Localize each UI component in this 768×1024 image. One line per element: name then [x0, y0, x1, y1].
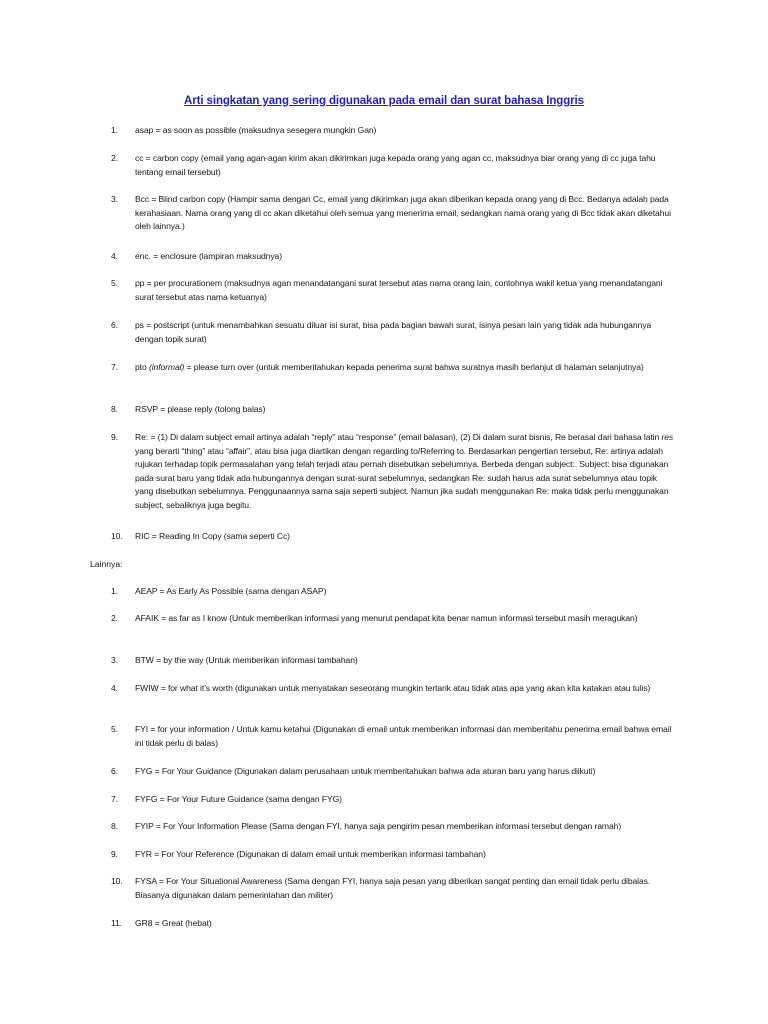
list-number: 4.: [111, 683, 118, 693]
list-item: [0, 250, 675, 264]
list-item: [0, 917, 675, 931]
list-item: [0, 612, 675, 626]
list-item-text: AFAIK = as far as I know (Untuk memberikan informasi yang menurut pendapat kita benar namun informasi tersebut masih meragukan): [135, 613, 638, 623]
list-number: 10.: [111, 531, 123, 541]
list-number: 3.: [111, 655, 118, 665]
list-number: 7.: [111, 362, 118, 372]
list-item: [0, 319, 675, 346]
list-item-text: pp = per procurationem (maksudnya agan menandatangani surat tersebut atas nama orang lain, contohnya wakil ketua yang menandatangani surat tersebut atas nama ketuanya): [135, 278, 663, 302]
list-number: 10.: [111, 876, 123, 886]
document-title[interactable]: Arti singkatan yang sering digunakan pada email dan surat bahasa Inggris: [184, 95, 584, 107]
list-item-text: [135, 431, 675, 513]
list-item-rest: = please turn over (untuk memberitahukan kepada penerima surat bahwa suratnya masih berlanjut di halaman selanjutnya): [184, 362, 644, 372]
list-item-text: [135, 361, 675, 375]
list-number: 9.: [111, 432, 118, 442]
list-item-emphasis: (informal): [148, 362, 185, 372]
list-item: [0, 277, 675, 304]
list-item-text: RIC = Reading In Copy (sama seperti Cc): [135, 531, 290, 541]
list-item: [0, 765, 675, 779]
list-number: 3.: [111, 194, 118, 204]
list-number: 8.: [111, 404, 118, 414]
list-item: [0, 820, 675, 834]
list-item-text: asap = as soon as possible (maksudnya sesegera mungkin Gan): [135, 125, 377, 135]
list-item: [0, 193, 675, 234]
list-item-rest: yang berarti “thing” atau “affair”, atau bisa juga diartikan dengan regarding to/Referring to. Berdasarkan pengertian tersebut, Re: artinya adalah rujukan terhadap topik permasalahan yang telah terjadi atau pernah disebutkan sebelumnya. Berbeda dengan subject:. Subject: bisa digunakan pada surat baru yang tidak ada hubungannya dengan surat-surat sebelumnya, sedangkan Re: sudah harus ada surat sebelumnya atau topik yang disebutkan sebelumnya. Penggunaannya sama saja seperti subject. Namun jika sudah menggunakan Re: maka tidak perlu menggunakan subject, sebaliknya juga begitu.: [135, 445, 669, 510]
list-item-text: BTW = by the way (Untuk memberikan informasi tambahan): [135, 655, 358, 665]
list-item-emphasis: res: [661, 432, 674, 442]
list-item: [0, 793, 675, 807]
list-number: 1.: [111, 125, 118, 135]
list-item-text: FYI = for your information / Untuk kamu ketahui (Digunakan di email untuk memberikan informasi dan memberitahu penerima email bahwa email ini tidak perlu di balas): [135, 724, 672, 748]
list-number: 6.: [111, 766, 118, 776]
list-item-prefix: pto: [135, 362, 149, 372]
list-item-text: FYSA = For Your Situational Awareness (Sama dengan FYI, hanya saja pesan yang diberikan sangat penting dan email tidak perlu dibalas. Biasanya digunakan dalam pemerintahan dan militer): [135, 876, 651, 900]
list-item-text: FYG = For Your Guidance (Digunakan dalam perusahaan untuk memberitahukan bahwa ada aturan baru yang harus diikuti): [135, 766, 596, 776]
list-item: [0, 848, 675, 862]
list-item: [0, 403, 675, 417]
list-number: 6.: [111, 320, 118, 330]
list-number: 4.: [111, 251, 118, 261]
list-item: [0, 875, 675, 902]
list-item: [0, 361, 675, 375]
list-item: [0, 723, 675, 750]
list-item-text: FWIW = for what it’s worth (digunakan untuk menyatakan seseorang mungkin tertarik atau tidak atas apa yang akan kita katakan atau tulis): [135, 683, 651, 693]
list-number: 11.: [111, 918, 123, 928]
section-heading-lainnya: Lainnya:: [90, 559, 123, 569]
list-item-text: enc. = enclosure (lampiran maksudnya): [135, 251, 283, 261]
list-item: [0, 530, 675, 544]
list-number: 5.: [111, 278, 118, 288]
list-number: 2.: [111, 153, 118, 163]
list-item: [0, 682, 675, 696]
list-item-text: FYIP = For Your Information Please (Sama dengan FYI, hanya saja pengirim pesan memberikan informasi tersebut dengan ramah): [135, 821, 622, 831]
list-item: [0, 585, 675, 599]
list-number: 1.: [111, 586, 118, 596]
list-number: 2.: [111, 613, 118, 623]
list-item: [0, 431, 675, 513]
list-item-text: GR8 = Great (hebat): [135, 918, 212, 928]
list-item-text: AEAP = As Early As Possible (sama dengan ASAP): [135, 586, 327, 596]
list-item-prefix: Re: = (1) Di dalam subject email artinya adalah “reply” atau “response” (email balasan), (2) Di dalam surat bisnis, Re berasal dari bahasa latin: [135, 432, 662, 442]
list-item-text: FYR = For Your Reference (Digunakan di dalam email untuk memberikan informasi tambahan): [135, 849, 486, 859]
list-item: [0, 124, 675, 138]
list-item-text: Bcc = Blind carbon copy (Hampir sama dengan Cc, email yang dikirimkan juga akan diberikan kepada orang yang di Bcc. Bedanya adalah pada kerahasiaan. Nama orang yang di cc akan diketahui oleh semua yang menerima email, sedangkan nama orang yang di Bcc tidak akan diketahui oleh lainnya.): [135, 194, 671, 232]
list-item: [0, 654, 675, 668]
list-item: [0, 152, 675, 179]
list-item-text: RSVP = please reply (tolong balas): [135, 404, 266, 414]
list-number: 9.: [111, 849, 118, 859]
list-item-text: cc = carbon copy (email yang agan-agan kirim akan dikirimkan juga kepada orang yang agan cc, maksudnya biar orang yang di cc juga tahu tentang email tersebut): [135, 153, 656, 177]
list-number: 8.: [111, 821, 118, 831]
list-item-text: FYFG = For Your Future Guidance (sama dengan FYG): [135, 794, 342, 804]
list-item-text: ps = postscript (untuk menambahkan sesuatu diluar isi surat, bisa pada bagian bawah surat, isinya pesan lain yang tidak ada hubungannya dengan topik surat): [135, 320, 652, 344]
list-number: 7.: [111, 794, 118, 804]
list-number: 5.: [111, 724, 118, 734]
